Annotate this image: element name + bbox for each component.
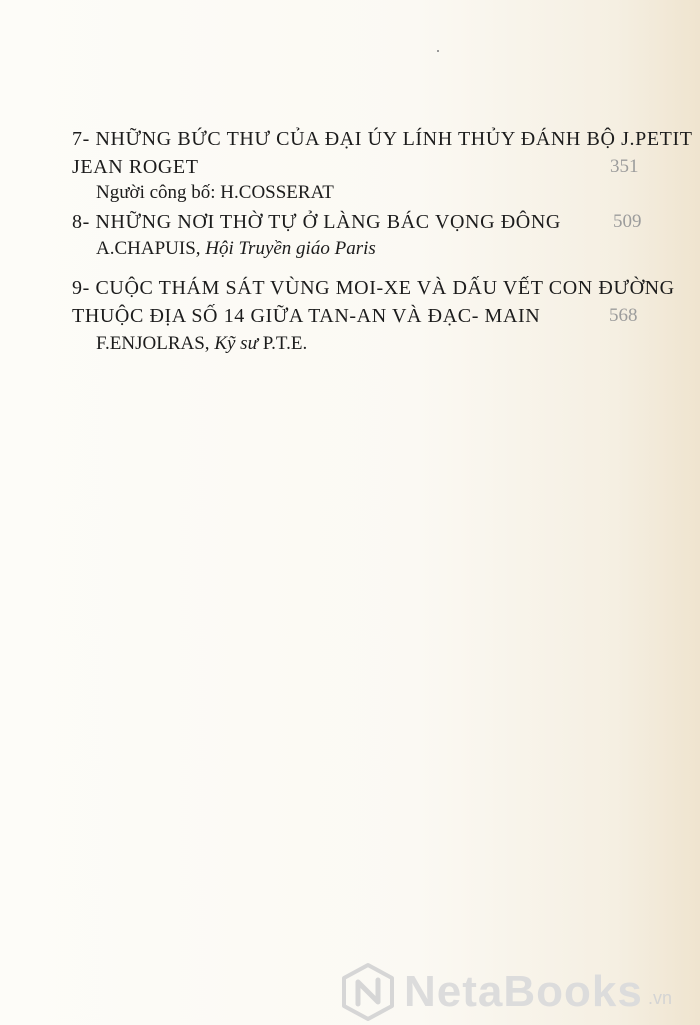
netabooks-watermark [338, 962, 690, 1022]
toc-entry-7-title-line-2: JEAN ROGET [72, 156, 199, 178]
toc-entry-8-title-line-1: 8- NHỮNG NƠI THỜ TỰ Ở LÀNG BÁC VỌNG ĐÔNG [72, 211, 561, 233]
toc-entry-9-author-text: F.ENJOLRAS, [96, 333, 215, 354]
toc-entry-7-page-number: 351 [610, 156, 639, 177]
toc-entry-9-title-line-2: THUỘC ĐỊA SỐ 14 GIỮA TAN-AN VÀ ĐẠC- MAIN [72, 305, 541, 327]
watermark-suffix: .vn [648, 988, 673, 1008]
toc-entry-7-title-line-1: 7- NHỮNG BỨC THƯ CỦA ĐẠI ÚY LÍNH THỦY ĐÁNH BỘ J.PETIT [72, 128, 693, 150]
netabooks-logo-icon [338, 962, 398, 1022]
toc-entry-9-title-line-1: 9- CUỘC THÁM SÁT VÙNG MOI-XE VÀ DẤU VẾT CON ĐƯỜNG [72, 277, 675, 299]
toc-entry-9-author-role: Kỹ sư [214, 333, 258, 354]
toc-entry-8-author-affiliation: Hội Truyền giáo Paris [205, 238, 376, 259]
toc-entry-9-page-number: 568 [609, 305, 638, 326]
toc-entry-8-author [96, 237, 376, 261]
toc-entry-7-author-text: Người công bố: H.COSSERAT [96, 182, 334, 203]
toc-entry-7-author [96, 181, 334, 205]
watermark-brand: NetaBooks [404, 967, 643, 1016]
toc-entry-9-author-suffix: P.T.E. [257, 333, 308, 354]
toc-entry-8-author-text: A.CHAPUIS, [96, 238, 206, 259]
toc-entry-8-page-number: 509 [613, 211, 642, 232]
toc-entry-9-author [96, 332, 307, 356]
